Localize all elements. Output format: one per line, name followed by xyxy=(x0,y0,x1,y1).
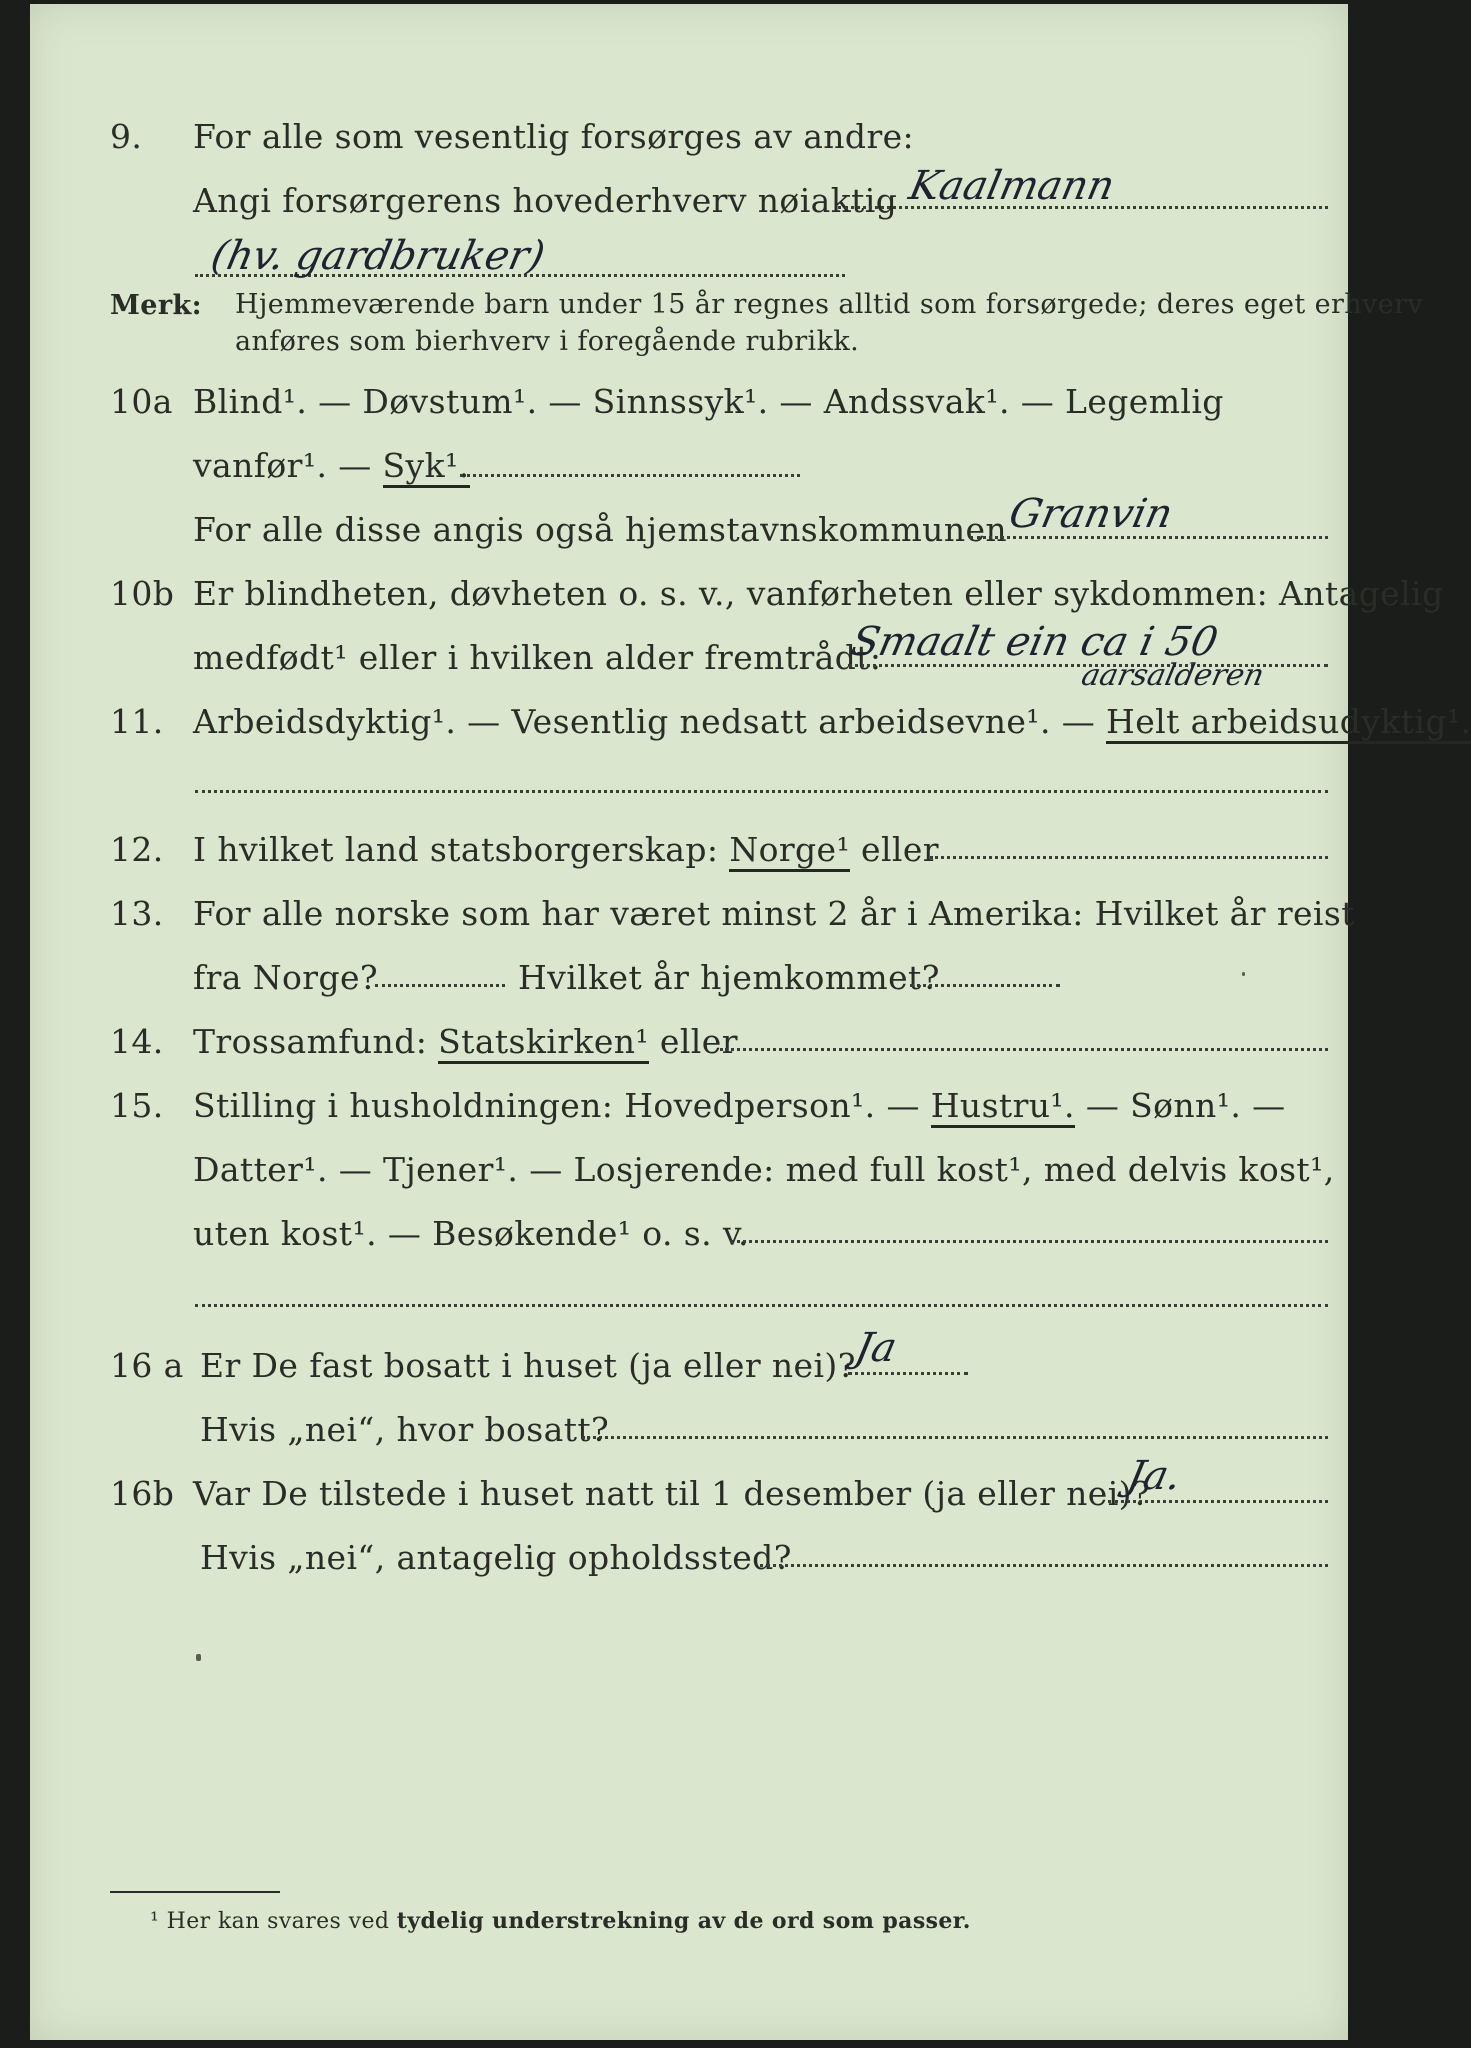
merk-line1: Hjemmeværende barn under 15 år regnes alltid som forsørgede; deres eget erhverv xyxy=(235,289,1424,320)
q10a-syk: Syk¹. xyxy=(383,446,470,488)
q16b-answer-line xyxy=(1108,1500,1328,1503)
q10b-handwritten-answer: Smaalt ein ca i 50 xyxy=(847,619,1222,665)
q13-line1: For alle norske som har været minst 2 år i Amerika: Hvilket år reist xyxy=(193,894,1355,933)
q10a-line2 xyxy=(193,446,470,486)
q12-prefix: I hvilket land statsborgerskap: xyxy=(193,830,730,869)
q16a-number: 16 a xyxy=(110,1346,184,1385)
footnote xyxy=(150,1907,971,1936)
q14-line xyxy=(193,1022,738,1062)
census-form-page xyxy=(30,4,1471,2040)
q9-line2: Angi forsørgerens hovederhverv nøiaktig xyxy=(193,181,898,220)
footnote-bold-text: tydelig understrekning av de ord som passer. xyxy=(396,1908,971,1934)
q15-line3: uten kost¹. — Besøkende¹ o. s. v. xyxy=(193,1214,749,1253)
q16a-bosatt-line xyxy=(582,1436,1328,1439)
merk-line2: anføres som bierhverv i foregående rubrikk. xyxy=(235,326,860,357)
q11-number: 11. xyxy=(110,702,164,741)
q14-answer-line xyxy=(720,1048,1328,1051)
q16a-handwritten-answer: Ja xyxy=(851,1325,901,1371)
q10a-number: 10a xyxy=(110,382,173,421)
q10b-number: 10b xyxy=(110,574,175,613)
q10b-handwritten-answer-2: aarsalderen xyxy=(1078,658,1268,693)
q12-number: 12. xyxy=(110,830,164,869)
q16a-line1: Er De fast bosatt i huset (ja eller nei)? xyxy=(200,1346,856,1385)
q10a-vanfor: vanfør¹. — xyxy=(193,446,383,485)
q12-answer-line xyxy=(930,856,1328,859)
q10b-line2: medfødt¹ eller i hvilken alder fremtrådt: xyxy=(193,638,882,677)
q15-answer-line xyxy=(730,1240,1328,1243)
q16b-line2: Hvis „nei“, antagelig opholdssted? xyxy=(200,1538,792,1577)
q10a-line1: Blind¹. — Døvstum¹. — Sinnssyk¹. — Andssvak¹. — Legemlig xyxy=(193,382,1224,421)
footnote-rule xyxy=(110,1891,280,1893)
q9-number: 9. xyxy=(110,117,143,156)
q11-helt: Helt arbeidsudyktig¹. xyxy=(1106,702,1471,744)
q10a-syk-line xyxy=(460,474,800,477)
q16b-number: 16b xyxy=(110,1474,175,1513)
q12-suffix: eller xyxy=(850,830,939,869)
q9-handwritten-answer: Kaalmann xyxy=(905,163,1119,209)
q15-suffix: — Sønn¹. — xyxy=(1074,1086,1286,1125)
q14-prefix: Trossamfund: xyxy=(193,1022,439,1061)
merk-label: Merk: xyxy=(110,290,202,321)
paper-speck xyxy=(196,1654,201,1661)
q14-suffix: eller xyxy=(649,1022,738,1061)
q15-hustru: Hustru¹. xyxy=(931,1086,1075,1128)
q11-options: Arbeidsdyktig¹. — Vesentlig nedsatt arbeidsevne¹. — xyxy=(193,702,1107,741)
q11-answer-line xyxy=(195,790,1328,793)
q16b-line1: Var De tilstede i huset natt til 1 desember (ja eller nei)? xyxy=(193,1474,1151,1513)
q10a-handwritten-answer: Granvin xyxy=(1005,491,1177,537)
q13-number: 13. xyxy=(110,894,164,933)
q10b-line1: Er blindheten, døvheten o. s. v., vanførheten eller sykdommen: Antagelig xyxy=(193,574,1444,613)
q10a-line3: For alle disse angis også hjemstavnskommunen xyxy=(193,510,1008,549)
footnote-text: Her kan svares ved xyxy=(166,1909,397,1934)
q15-answer-line-2 xyxy=(195,1304,1328,1307)
footnote-mark: ¹ xyxy=(150,1909,160,1934)
q15-number: 15. xyxy=(110,1086,164,1125)
q9-handwritten-answer-2: (hv. gardbruker) xyxy=(207,233,549,279)
q13-year-reist-line xyxy=(375,984,505,987)
q12-line xyxy=(193,830,939,870)
q15-prefix: Stilling i husholdningen: Hovedperson¹. — xyxy=(193,1086,931,1125)
q15-line1 xyxy=(193,1086,1286,1126)
q14-statskirken: Statskirken¹ xyxy=(438,1022,649,1064)
q12-norge: Norge¹ xyxy=(729,830,850,872)
q13-year-hjemkommet-line xyxy=(910,984,1060,987)
q16b-opholdssted-line xyxy=(760,1564,1328,1567)
q13-line2a: fra Norge? xyxy=(193,958,379,997)
q14-number: 14. xyxy=(110,1022,164,1061)
q15-line2: Datter¹. — Tjener¹. — Losjerende: med full kost¹, med delvis kost¹, xyxy=(193,1150,1335,1189)
q16a-line2: Hvis „nei“, hvor bosatt? xyxy=(200,1410,610,1449)
q13-line2b: Hvilket år hjemkommet? xyxy=(518,958,940,997)
q16a-answer-line xyxy=(848,1372,968,1375)
q11-line1 xyxy=(193,702,1471,742)
q9-line1: For alle som vesentlig forsørges av andre: xyxy=(193,117,915,156)
paper-speck xyxy=(1242,972,1245,976)
q16b-handwritten-answer: Ja. xyxy=(1123,1453,1186,1499)
